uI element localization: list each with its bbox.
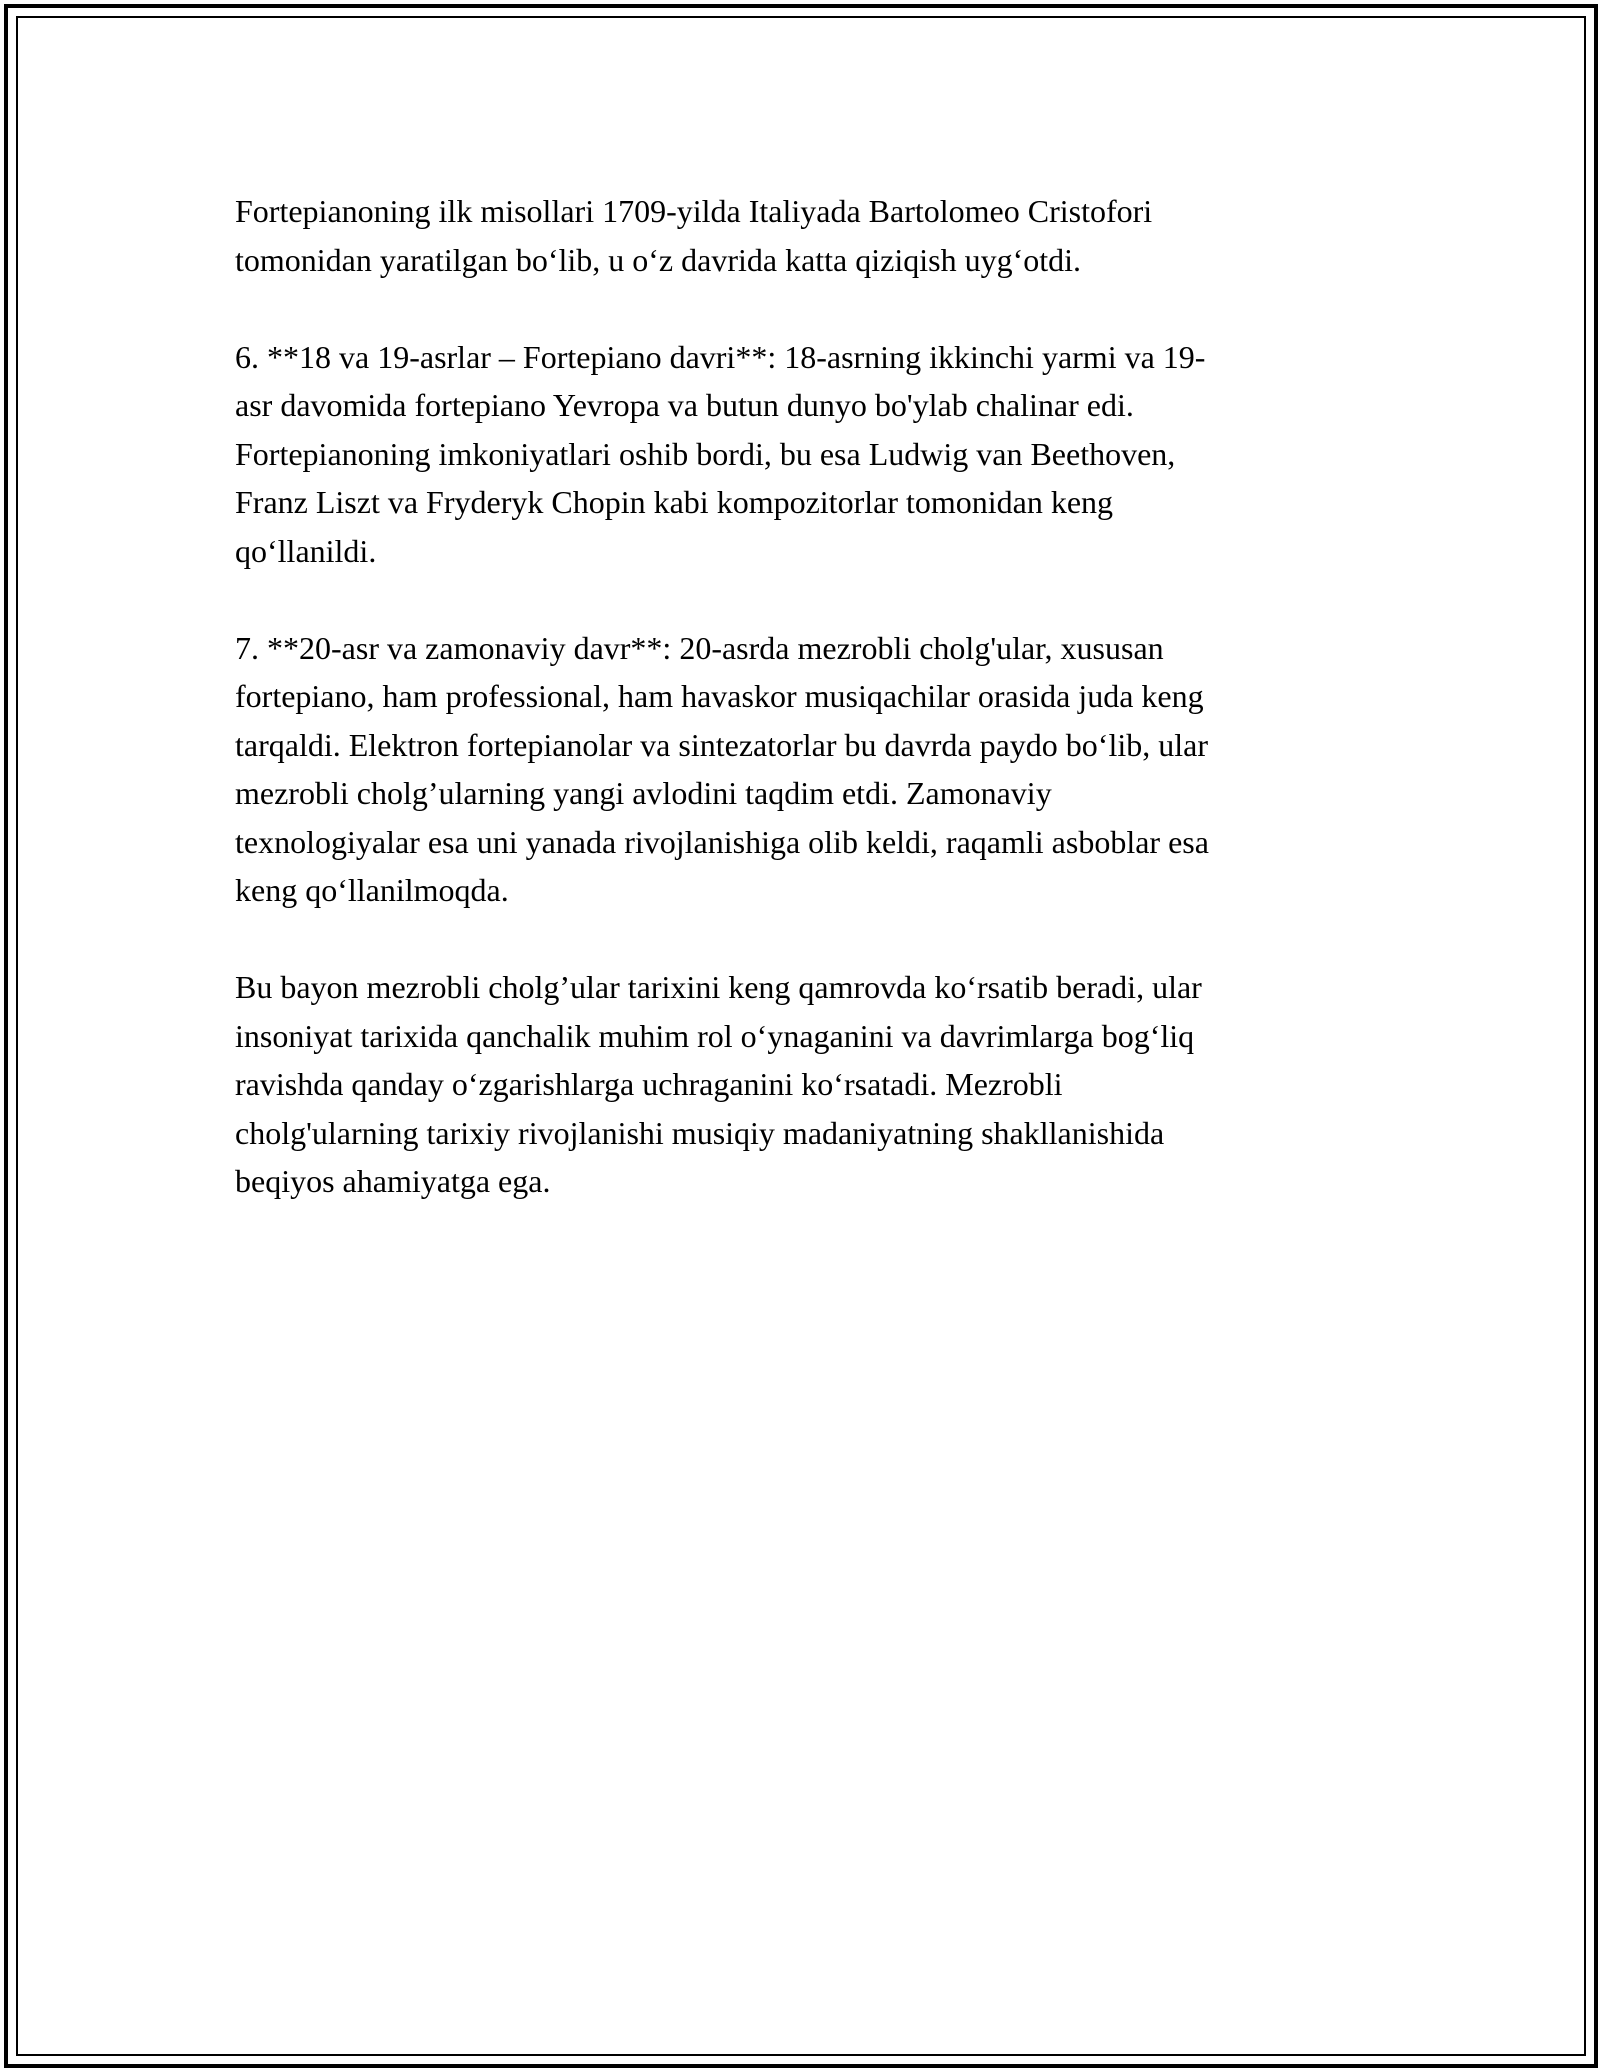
paragraph-conclusion: Bu bayon mezrobli cholg’ular tarixini keng qamrovda ko‘rsatib beradi, ular insoniyat tarixida qanchalik muhim rol o‘ynaganini va davrimlarga bog‘liq ravishda qanday o‘zgarishlarga uchraganini ko‘rsatadi. Mezrobli cholg'ularning tarixiy rivojlanishi musiqiy madaniyatning shakllanishida beqiyos ahamiyatga ega. [235, 969, 1202, 1199]
document-body [235, 187, 1355, 1254]
paragraph-cristofori: Fortepianoning ilk misollari 1709-yilda Italiyada Bartolomeo Cristofori tomonidan yaratilgan bo‘lib, u o‘z davrida katta qiziqish uyg‘otdi. [235, 193, 1153, 278]
paragraph-section-7: 7. **20-asr va zamonaviy davr**: 20-asrda mezrobli cholg'ular, xususan fortepiano, ham professional, ham havaskor musiqachilar orasida juda keng tarqaldi. Elektron fortepianolar va sintezatorlar bu davrda paydo bo‘lib, ular mezrobli cholg’ularning yangi avlodini taqdim etdi. Zamonaviy texnologiyalar esa uni yanada rivojlanishiga olib keldi, raqamli asboblar esa keng qo‘llanilmoqda. [235, 629, 1209, 908]
paragraph-section-6: 6. **18 va 19-asrlar – Fortepiano davri**: 18-asrning ikkinchi yarmi va 19- asr davomida fortepiano Yevropa va butun dunyo bo'ylab chalinar edi. Fortepianoning imkoniyatlari oshib bordi, bu esa Ludwig van Beethoven, Franz Liszt va Fryderyk Chopin kabi kompozitorlar tomonidan keng qo‘llanildi. [235, 338, 1206, 569]
